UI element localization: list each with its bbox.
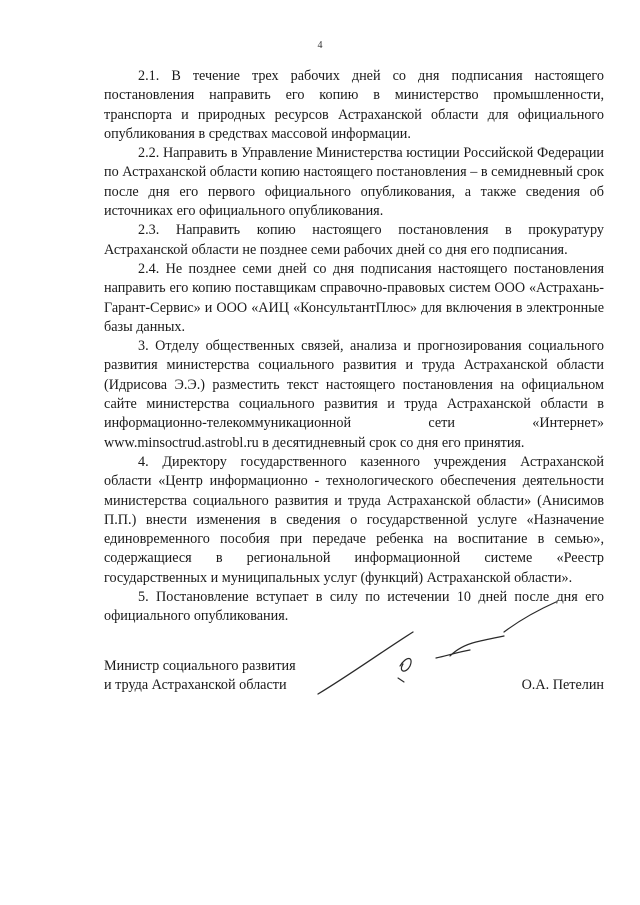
paragraph-2-1: 2.1. В течение трех рабочих дней со дня подписания настоящего постановления направить его копию в министерство промышленности, транспорта и природных ресурсов Астраханской области для официального опубликования в средствах массовой информации. [104,68,604,142]
paragraph-3: 3. Отделу общественных связей, анализа и прогнозирования социального развития министерства социального развития и труда Астраханской области (Идрисова Э.Э.) разместить текст настоящего постановления на официальном сайте министерства социального развития и труда Астраханской области в информационно-телекоммуникационной сети «Интернет» www.minsoctrud.astrobl.ru в десятидневный срок со дня его принятия. [104,338,604,451]
signer-name: О.А. Петелин [521,677,604,693]
handwritten-signature [308,596,568,701]
signature-stroke [400,659,411,672]
paragraph-2-4: 2.4. Не позднее семи дней со дня подписания настоящего постановления направить его копию поставщикам справочно-правовых систем ООО «Астрахань-Гарант-Сервис» и ООО «АИЦ «КонсультантПлюс» для включения в электронные базы данных. [104,260,604,335]
signature-stroke [504,602,556,632]
document-body [104,67,604,627]
signer-position [104,657,296,696]
paragraph-2-2: 2.2. Направить в Управление Министерства юстиции Российской Федерации по Астраханской области копию настоящего постановления – в семидневный срок после дня его первого официального опубликования, а также сведения об источниках его официального опубликования. [104,145,604,220]
paragraph-4: 4. Директору государственного казенного учреждения Астраханской области «Центр информационно - технологического обеспечения деятельности министерства социального развития и труда Астраханской области» (Анисимов П.П.) внести изменения в сведения о государственной услуге «Назначение единовременного пособия при передаче ребенка на воспитание в семью», содержащиеся в региональной информационной системе «Реестр государственных и муниципальных услуг (функций) Астраханской области». [104,453,604,586]
page-number: 4 [317,40,323,51]
signature-stroke [318,632,413,694]
paragraph-5: 5. Постановление вступает в силу по истечении 10 дней после дня его официального опубликования. [104,589,604,625]
paragraph-2-3: 2.3. Направить копию настоящего постановления в прокуратуру Астраханской области не позднее семи рабочих дней со дня его подписания. [104,222,604,258]
signer-position-line-1: Министр социального развития [104,658,296,674]
signer-position-line-2: и труда Астраханской области [104,677,287,694]
signature-stroke [398,678,404,682]
